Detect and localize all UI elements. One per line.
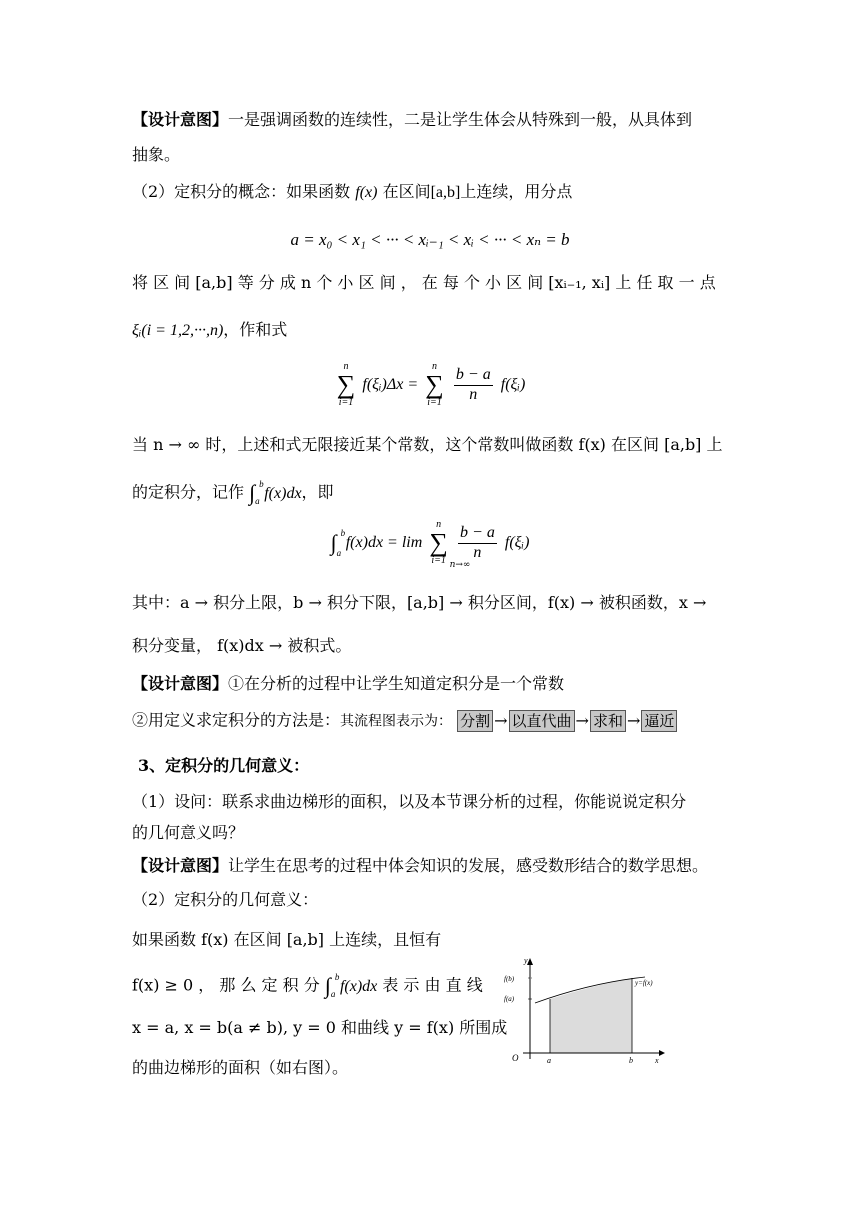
sum-symbol: n ∑ i=1 [429, 519, 448, 566]
flow-step-approximate: 以直代曲 [509, 710, 575, 732]
design-intent-3: 【设计意图】让学生在思考的过程中体会知识的发展，感受数形结合的数学思想。 [132, 856, 709, 875]
arrow-icon: → [575, 710, 589, 730]
flow-step-limit: 逼近 [641, 710, 677, 732]
integral-sign: ∫ b a [324, 972, 340, 999]
section-heading: 3、定积分的几何意义： [138, 756, 310, 775]
sum-symbol: n ∑ i=1 [336, 361, 356, 408]
integral-sign: ∫ b a [330, 528, 346, 558]
subdivision-line1: 将 区 间 [a,b] 等 分 成 n 个 小 区 间 ， 在 每 个 小 区 间 [xᵢ₋₁, xᵢ] 上 任 取 一 点 [132, 273, 716, 292]
question-line2: 的几何意义吗？ [132, 823, 245, 842]
fa-label: f(a) [504, 995, 515, 1003]
geometric-line2: f(x) ≥ 0 ， 那 么 定 积 分 ∫ b a f(x)dx 表 示 由 直 线 [132, 972, 483, 999]
limit-subscript: n→∞ [449, 560, 471, 570]
arrow-icon: → [494, 710, 508, 730]
subdivision-line2: ξᵢ(i = 1,2,···,n)，作和式 [132, 320, 288, 339]
sum-symbol-2: n ∑ i=1 [425, 361, 444, 408]
curve-label: y=f(x) [635, 979, 653, 987]
geometric-line4: 的曲边梯形的面积（如右图）。 [132, 1058, 349, 1077]
design-intent-1-line1: 【设计意图】一是强调函数的连续性，二是让学生体会从特殊到一般，从具体到 [132, 110, 693, 129]
flow-step-divide: 分割 [457, 710, 493, 732]
riemann-sum-equation: n ∑ i=1 f(ξᵢ)Δx = n ∑ i=1 $\frac{b - a}{n}$ f(ξᵢ) [336, 361, 526, 408]
definition-intro: （2）定积分的概念：如果函数 f(x) 在区间[a,b]上连续，用分点 [132, 182, 573, 201]
design-intent-2: 【设计意图】①在分析的过程中让学生知道定积分是一个常数 [132, 674, 565, 693]
terms-line1: 其中：a → 积分上限，b → 积分下限，[a,b] → 积分区间，f(x) → 被积函数，x → [132, 593, 707, 612]
geometric-meaning-heading: （2）定积分的几何意义： [132, 890, 319, 909]
origin-label: O [512, 1053, 519, 1063]
limit-definition-line2: 的定积分，记作 ∫ b a f(x)dx，即 [132, 479, 334, 506]
a-label: a [547, 1056, 551, 1065]
design-intent-tag: 【设计意图】 [132, 110, 229, 129]
definite-integral-equation: ∫ b a f(x)dx = lim n ∑ i=1 $\frac{b - a}{n}$ f(ξᵢ) n→∞ [0, 520, 860, 570]
geometric-line3: x = a, x = b(a ≠ b), y = 0 和曲线 y = f(x) 所围成 [132, 1018, 508, 1037]
question-line1: （1）设问：联系求曲边梯形的面积，以及本节课分析的过程，你能说说定积分 [132, 792, 687, 811]
fraction: $\frac{b - a}{n}$ [460, 524, 495, 561]
method-flowchart-line: ②用定义求定积分的方法是：其流程图表示为： 分割 → 以直代曲 → 求和 → 逼近 [132, 710, 677, 732]
x-label: x [655, 1056, 659, 1065]
integral-sign: ∫ b a [249, 479, 264, 506]
x-axis-arrow [659, 1050, 665, 1056]
geometric-line1: 如果函数 f(x) 在区间 [a,b] 上连续，且恒有 [132, 930, 442, 949]
terms-line2: 积分变量， f(x)dx → 被积式。 [132, 636, 352, 655]
y-axis-arrow [527, 958, 533, 965]
fb-label: f(b) [504, 975, 515, 983]
partition-equation: a = x₀ < x₁ < ··· < xᵢ₋₁ < xᵢ < ··· < xₙ = b [290, 230, 570, 249]
design-intent-1-line2: 抽象。 [132, 145, 181, 164]
flow-step-sum: 求和 [590, 710, 626, 732]
b-label: b [629, 1056, 633, 1065]
fraction: $\frac{b - a}{n}$ [455, 366, 491, 403]
shaded-region [550, 978, 632, 1053]
limit-definition-line1: 当 n → ∞ 时，上述和式无限接近某个常数，这个常数叫做函数 f(x) 在区间 [a,b] 上 [132, 435, 723, 454]
area-under-curve-figure [495, 953, 675, 1069]
arrow-icon: → [626, 710, 641, 730]
y-label: y [524, 956, 528, 965]
